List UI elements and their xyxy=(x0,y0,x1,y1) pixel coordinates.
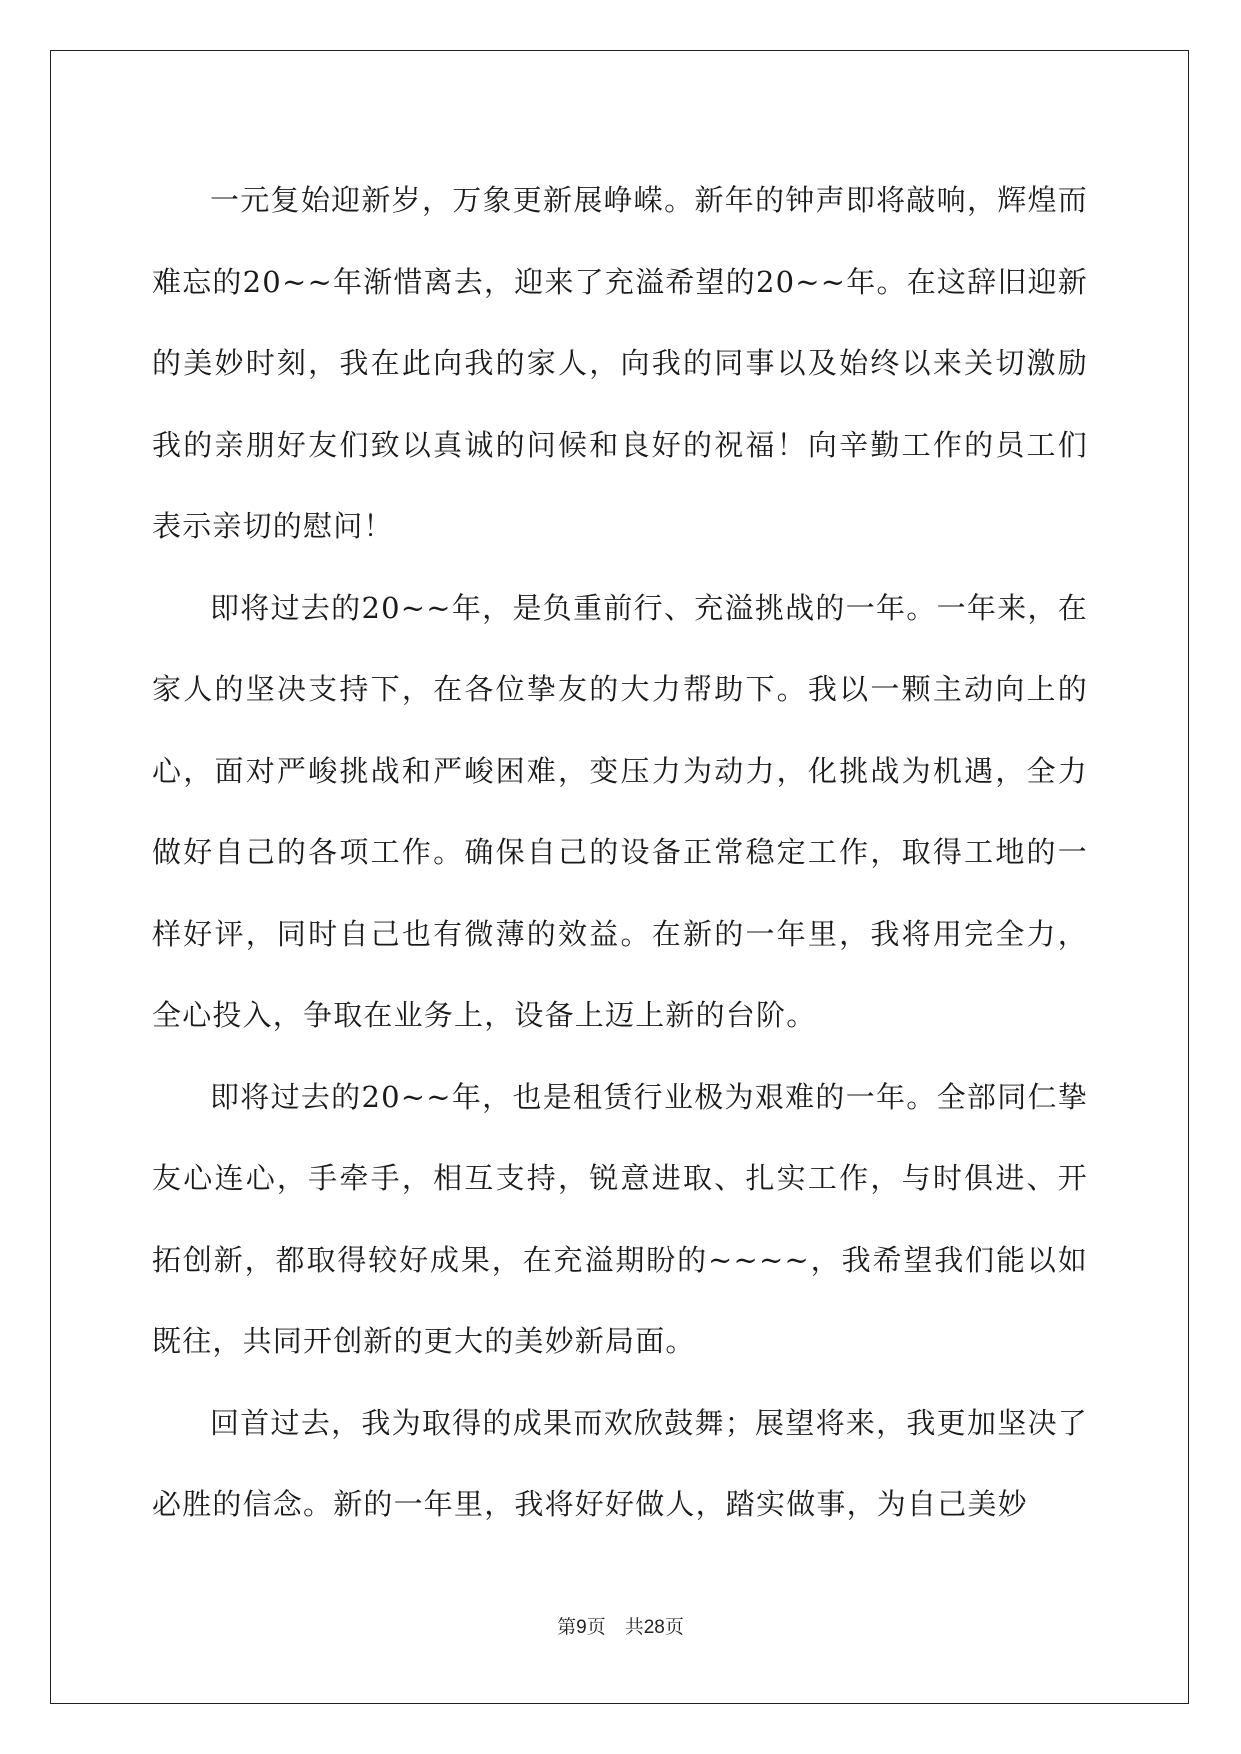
page-number-footer xyxy=(0,1612,1241,1639)
page-suffix: 页 xyxy=(664,1616,684,1638)
paragraph-3: 即将过去的20~~年，也是租赁行业极为艰难的一年。全部同仁挚友心连心，手牵手，相互支持，锐意进取、扎实工作，与时俱进、开拓创新，都取得较好成果，在充溢期盼的~~~~，我希望我们能以如既往，共同开创新的更大的美妙新局面。 xyxy=(152,1079,1088,1358)
paragraph-2: 即将过去的20~~年，是负重前行、充溢挑战的一年。一年来，在家人的坚决支持下，在各位挚友的大力帮助下。我以一颗主动向上的心，面对严峻挑战和严峻困难，变压力为动力，化挑战为机遇，全力做好自己的各项工作。确保自己的设备正常稳定工作，取得工地的一样好评，同时自己也有微薄的效益。在新的一年里，我将用完全力，全心投入，争取在业务上，设备上迈上新的台阶。 xyxy=(152,590,1088,1032)
page-mid: 页 共 xyxy=(586,1616,644,1638)
page-current: 9 xyxy=(576,1617,587,1638)
document-body xyxy=(152,160,1088,1546)
page-total: 28 xyxy=(643,1617,665,1638)
paragraph-4: 回首过去，我为取得的成果而欢欣鼓舞；展望将来，我更加坚决了必胜的信念。新的一年里，我将好好做人，踏实做事，为自己美妙 xyxy=(152,1405,1088,1521)
paragraph-1: 一元复始迎新岁，万象更新展峥嵘。新年的钟声即将敲响，辉煌而难忘的20~~年渐惜离去，迎来了充溢希望的20~~年。在这辞旧迎新的美妙时刻，我在此向我的家人，向我的同事以及始终以来关切激励我的亲朋好友们致以真诚的问候和良好的祝福！向辛勤工作的员工们表示亲切的慰问！ xyxy=(152,183,1088,543)
page-prefix: 第 xyxy=(557,1616,577,1638)
